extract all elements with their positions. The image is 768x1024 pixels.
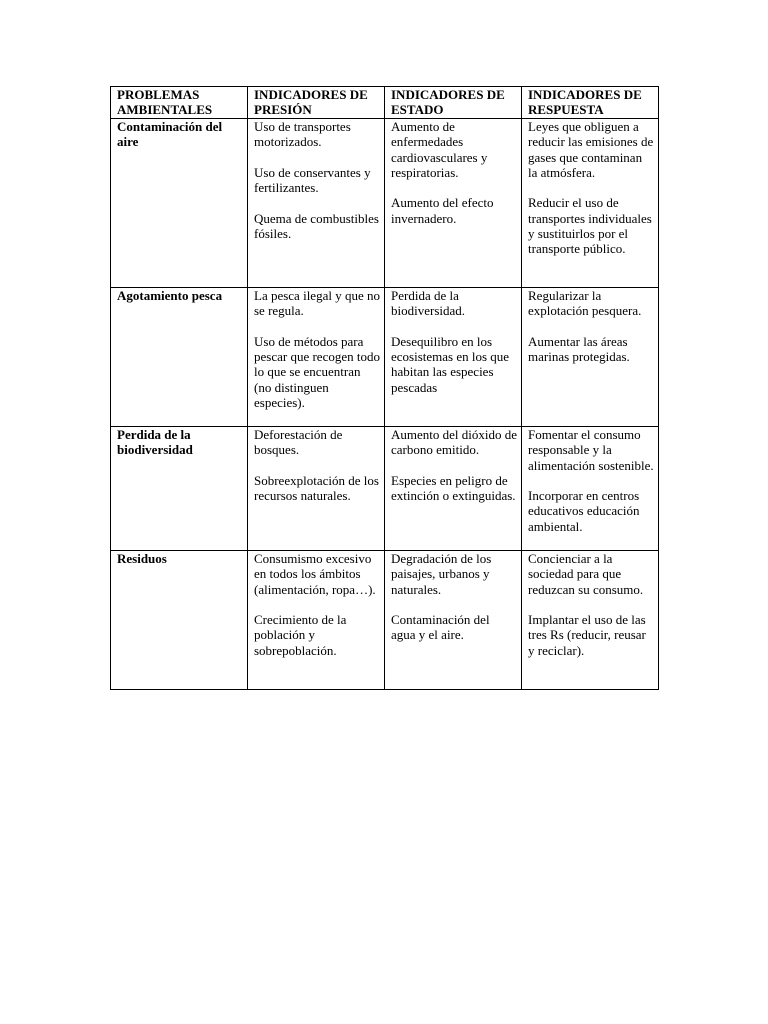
environmental-indicators-table xyxy=(110,86,659,690)
cell-paragraph: Aumento del dióxido de carbono emitido. xyxy=(391,427,518,458)
problem-cell: Contaminación del aire xyxy=(111,119,248,288)
cell-paragraph: Contaminación del agua y el aire. xyxy=(391,612,490,643)
cell-paragraph: Uso de conservantes y fertilizantes. xyxy=(254,164,371,196)
cell-paragraph: Aumento del efecto invernadero. xyxy=(391,195,494,226)
cell-paragraph: Degradación de los paisajes, urbanos y naturales. xyxy=(391,551,492,597)
table-row xyxy=(111,427,659,551)
cell-paragraph: Regularizar la explotación pesquera. xyxy=(528,288,642,319)
cell-paragraph: Uso de transportes motorizados. xyxy=(254,119,351,150)
respuesta-cell xyxy=(522,427,659,551)
cell-paragraph: La pesca ilegal y que no se regula. xyxy=(254,288,380,319)
table-row xyxy=(111,119,659,288)
cell-paragraph: Sobreexplotación de los recursos naturales. xyxy=(254,472,379,504)
respuesta-cell xyxy=(522,288,659,427)
cell-paragraph: Quema de combustibles fósiles. xyxy=(254,210,379,242)
header-presion: INDICADORES DE PRESIÓN xyxy=(248,87,385,119)
cell-paragraph: Aumentar las áreas marinas protegidas. xyxy=(528,333,630,365)
cell-paragraph: Leyes que obliguen a reducir las emisiones de gases que contaminan la atmósfera. xyxy=(528,119,654,180)
problem-cell: Residuos xyxy=(111,551,248,690)
cell-paragraph: Incorporar en centros educativos educación ambiental. xyxy=(528,488,640,534)
presion-cell xyxy=(248,288,385,427)
header-estado: INDICADORES DE ESTADO xyxy=(385,87,522,119)
cell-paragraph: Deforestación de bosques. xyxy=(254,427,343,458)
respuesta-cell xyxy=(522,119,659,288)
problem-cell: Perdida de la biodiversidad xyxy=(111,427,248,551)
header-row xyxy=(111,87,659,119)
estado-cell xyxy=(385,427,522,551)
cell-paragraph: Desequilibro en los ecosistemas en los que habitan las especies pescadas xyxy=(391,333,510,395)
cell-paragraph: Perdida de la biodiversidad. xyxy=(391,288,466,319)
cell-paragraph: Consumismo excesivo en todos los ámbitos (alimentación, ropa…). xyxy=(254,551,376,597)
table-row xyxy=(111,551,659,690)
respuesta-cell xyxy=(522,551,659,690)
cell-paragraph: Uso de métodos para pescar que recogen todo lo que se encuentran (no distinguen especies). xyxy=(254,333,380,411)
estado-cell xyxy=(385,119,522,288)
presion-cell xyxy=(248,427,385,551)
cell-paragraph: Especies en peligro de extinción o extinguidas. xyxy=(391,472,516,504)
cell-paragraph: Implantar el uso de las tres Rs (reducir, reusar y reciclar). xyxy=(528,612,646,658)
header-problemas: PROBLEMAS AMBIENTALES xyxy=(111,87,248,119)
cell-paragraph: Aumento de enfermedades cardiovasculares y respiratorias. xyxy=(391,119,488,180)
estado-cell xyxy=(385,551,522,690)
header-respuesta: INDICADORES DE RESPUESTA xyxy=(522,87,659,119)
presion-cell xyxy=(248,119,385,288)
cell-paragraph: Crecimiento de la población y sobrepoblación. xyxy=(254,612,347,658)
cell-paragraph: Concienciar a la sociedad para que reduzcan su consumo. xyxy=(528,551,644,597)
table-row xyxy=(111,288,659,427)
estado-cell xyxy=(385,288,522,427)
presion-cell xyxy=(248,551,385,690)
cell-paragraph: Fomentar el consumo responsable y la alimentación sostenible. xyxy=(528,427,654,473)
problem-cell: Agotamiento pesca xyxy=(111,288,248,427)
cell-paragraph: Reducir el uso de transportes individuales y sustituirlos por el transporte público. xyxy=(528,195,652,257)
